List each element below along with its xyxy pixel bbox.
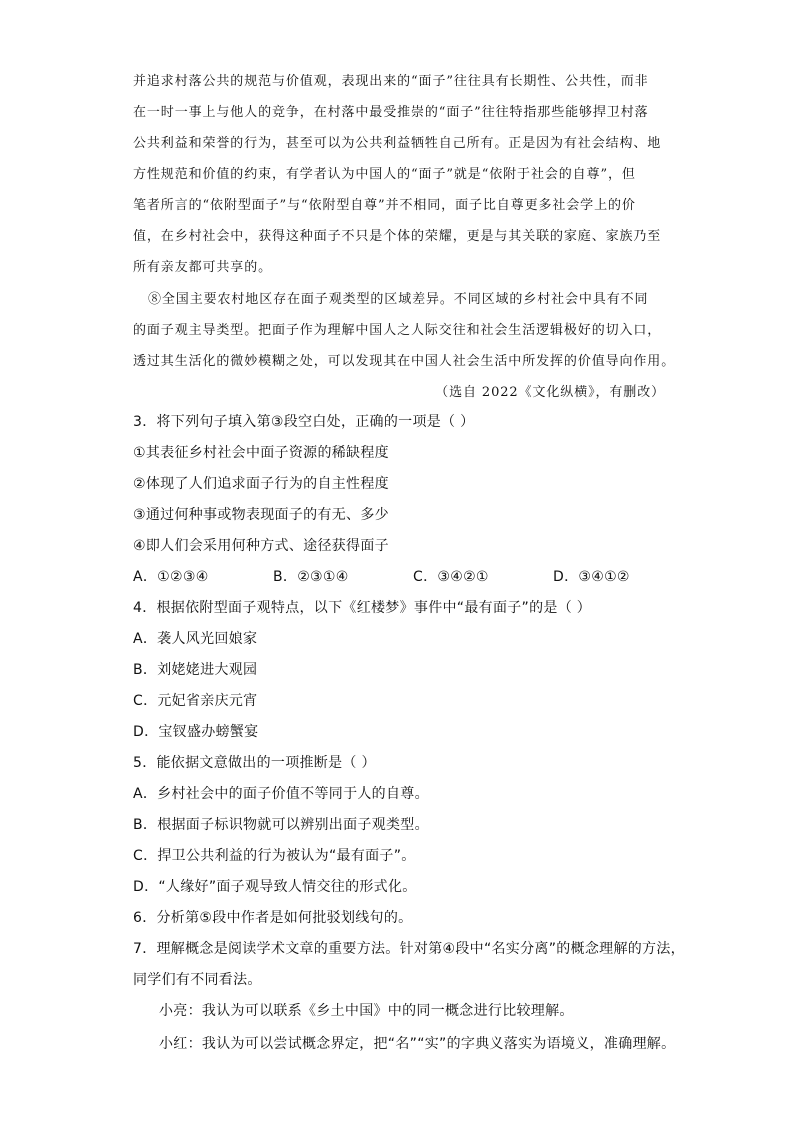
question-4-option-b: B．刘姥姥进大观园 [133, 662, 258, 678]
question-4-stem: 4．根据依附型面子观特点，以下《红楼梦》事件中“最有面子”的是（ ） [133, 600, 592, 616]
question-3-options [133, 566, 693, 586]
question-5-option-c: C．捍卫公共利益的行为被认为“最有面子”。 [133, 848, 416, 864]
option-a: A．①②③④ [133, 569, 209, 585]
passage-line: 并追求村落公共的规范与价值观，表现出来的“面子”往往具有长期性、公共性，而非 [133, 74, 649, 89]
paragraph-8-line: 透过其生活化的微妙模糊之处，可以发现其在中国人社会生活中所发挥的价值导向作用。 [133, 354, 676, 369]
question-7-stem-cont: 同学们有不同看法。 [133, 972, 262, 988]
question-3-item: ③通过何种事或物表现面子的有无、多少 [133, 507, 389, 523]
question-5-option-a: A．乡村社会中的面子价值不等同于人的自尊。 [133, 786, 429, 802]
question-3-item: ④即人们会采用何种方式、途径获得面子 [133, 538, 389, 554]
option-d: D．③④①② [553, 569, 630, 585]
passage-line: 在一时一事上与他人的竞争，在村落中最受推崇的“面子”往往特指那些能够捍卫村落 [133, 105, 649, 120]
question-4-option-d: D．宝钗盛办螃蟹宴 [133, 724, 259, 740]
question-5-option-d: D．“人缘好”面子观导致人情交往的形式化。 [133, 879, 417, 895]
question-3-item: ②体现了人们追求面子行为的自主性程度 [133, 476, 389, 492]
question-3-stem: 3．将下列句子填入第③段空白处，正确的一项是（ ） [133, 414, 475, 430]
passage-line: 公共利益和荣誉的行为，甚至可以为公共利益牺牲自己所有。正是因为有社会结构、地 [133, 136, 662, 151]
paragraph-8-line: ⑧全国主要农村地区存在面子观类型的区域差异。不同区域的乡村社会中具有不同 [148, 292, 649, 307]
option-b: B．②③①④ [273, 569, 349, 585]
question-3-item: ①其表征乡村社会中面子资源的稀缺程度 [133, 445, 389, 461]
question-4-option-a: A．袭人风光回娘家 [133, 631, 258, 647]
xiaoliang-view: 小亮：我认为可以联系《乡土中国》中的同一概念进行比较理解。 [159, 1003, 574, 1019]
question-6-stem: 6．分析第⑤段中作者是如何批驳划线句的。 [133, 910, 413, 926]
passage-line: 笔者所言的“依附型面子”与“依附型自尊”并不相同，面子比自尊更多社会学上的价 [133, 198, 636, 213]
xiaohong-view: 小红：我认为可以尝试概念界定，把“名”“实”的字典义落实为语境义，准确理解。 [159, 1036, 676, 1052]
source-citation: （选自 2022《文化纵横》，有删改） [435, 385, 665, 400]
passage-line: 所有亲友都可共享的。 [133, 260, 273, 275]
question-5-option-b: B．根据面子标识物就可以辨别出面子观类型。 [133, 817, 429, 833]
question-5-stem: 5．能依据文意做出的一项推断是（ ） [133, 755, 376, 771]
question-7-stem: 7．理解概念是阅读学术文章的重要方法。针对第④段中“名实分离”的概念理解的方法， [133, 941, 685, 957]
passage-line: 值，在乡村社会中，获得这种面子不只是个体的荣耀，更是与其关联的家庭、家族乃至 [133, 229, 662, 244]
paragraph-8-line: 的面子观主导类型。把面子作为理解中国人之人际交往和社会生活逻辑极好的切入口， [133, 323, 662, 338]
passage-line: 方性规范和价值的约束，有学者认为中国人的“面子”就是“依附于社会的自尊”，但 [133, 167, 636, 182]
question-4-option-c: C．元妃省亲庆元宵 [133, 693, 258, 709]
option-c: C．③④②① [413, 569, 489, 585]
